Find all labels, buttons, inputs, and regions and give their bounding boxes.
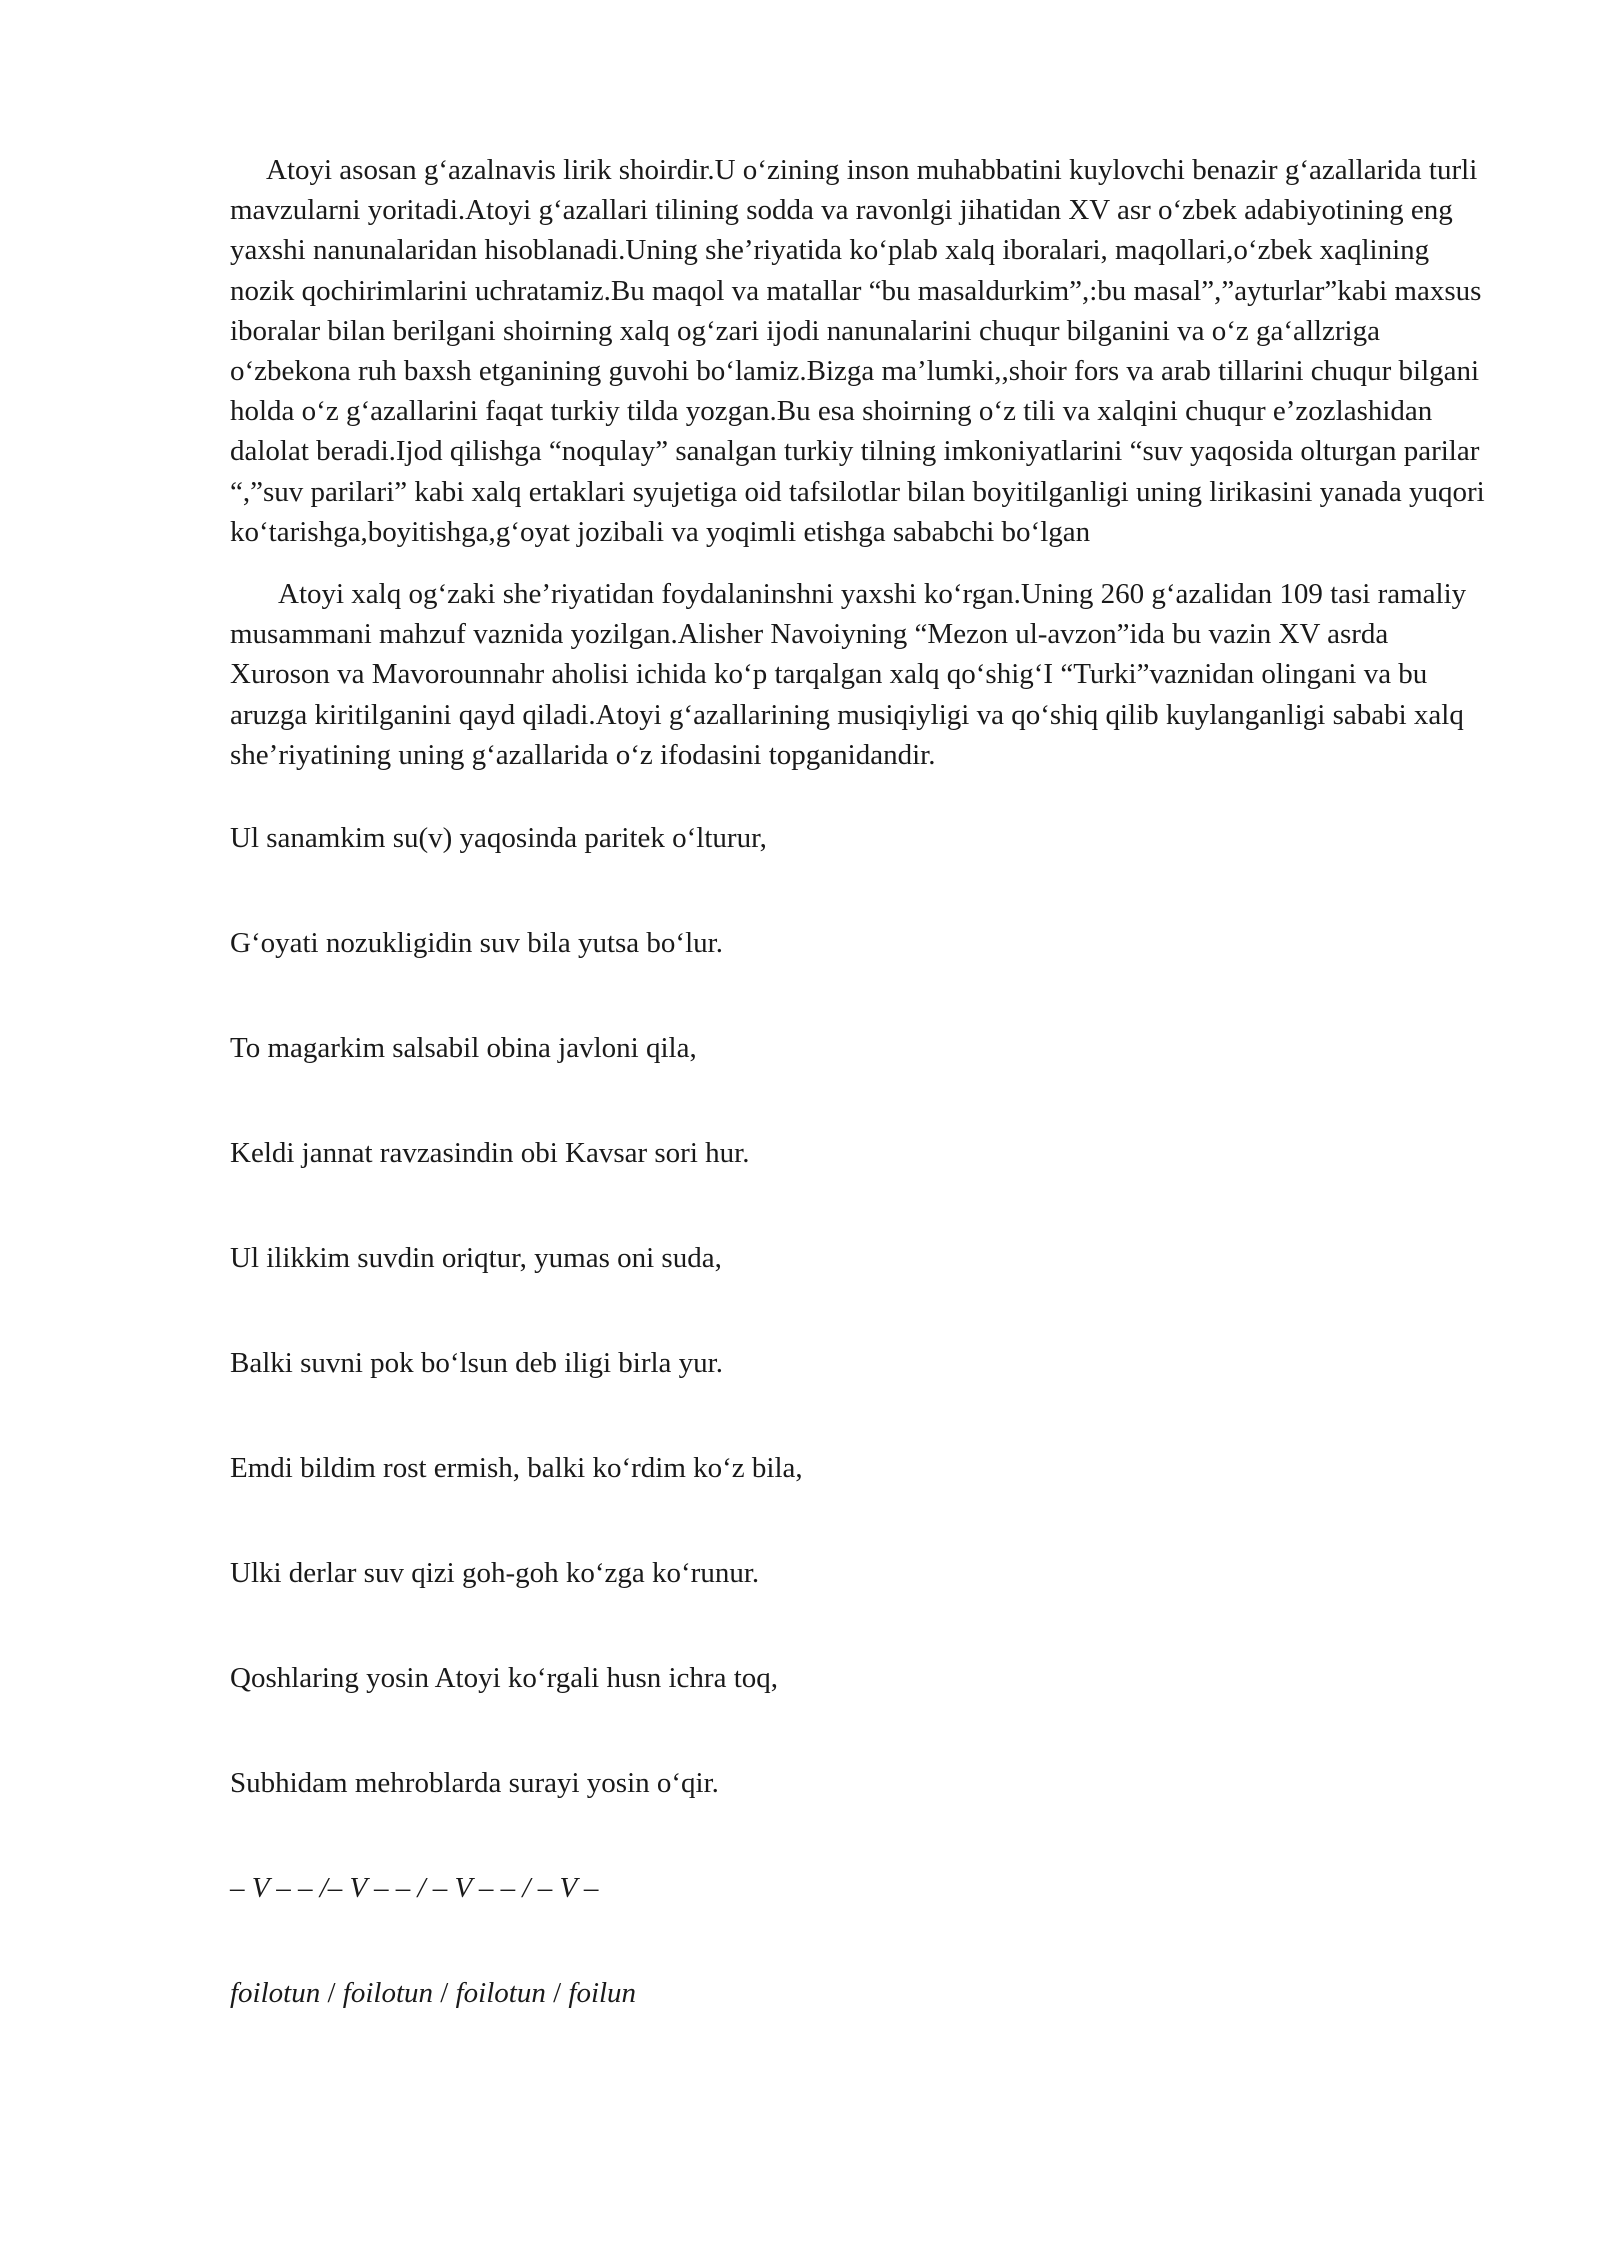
verse-line-2: G‘oyati nozukligidin suv bila yutsa bo‘lur. [230,927,723,960]
paragraph-1: Atoyi asosan g‘azalnavis lirik shoirdir.U o‘zining inson muhabbatini kuylovchi benazir g‘azallarida turli mavzularni yoritadi.Atoyi g‘azallari tilining sodda va ravonlgi jihatidan XV asr o‘zbek adabiyotining eng yaxshi nanunalaridan hisoblanadi.Uning she’riyatida ko‘plab xalq iboralari, maqollari,o‘zbek xaqlining nozik qochirimlarini uchratamiz.Bu maqol va matallar “bu masaldurkim”,:bu masal”,”ayturlar”kabi maxsus iboralar bilan berilgani shoirning xalq og‘zari ijodi nanunalarini chuqur bilganini va o‘z ga‘allzriga o‘zbekona ruh baxsh etganining guvohi bo‘lamiz.Bizga ma’lumki,,shoir fors va arab tillarini chuqur bilgani holda o‘z g‘azallarini faqat turkiy tilda yozgan.Bu esa shoirning o‘z tili va xalqini chuqur e’zozlashidan dalolat beradi.Ijod qilishga “noqulay” sanalgan turkiy tilning imkoniyatlarini “suv yaqosida olturgan parilar “,”suv parilari” kabi xalq ertaklari syujetiga oid tafsilotlar bilan boyitilganligi uning lirikasini yanada yuqori ko‘tarishga,boyitishga,g‘oyat jozibali va yoqimli etishga sababchi bo‘lgan [230,154,1485,548]
verse-line-9: Qoshlaring yosin Atoyi ko‘rgali husn ichra toq, [230,1662,778,1695]
foot-separator-2: / [433,1977,456,2010]
verse-line-7: Emdi bildim rost ermish, balki ko‘rdim ko‘z bila, [230,1452,803,1485]
verse-line-4: Keldi jannat ravzasindin obi Kavsar sori hur. [230,1137,750,1170]
foot-separator-1: / [320,1977,343,2010]
verse-line-1: Ul sanamkim su(v) yaqosinda paritek o‘lturur, [230,822,767,855]
document-page [230,150,1490,2013]
paragraph-2: Atoyi xalq og‘zaki she’riyatidan foydalaninshni yaxshi ko‘rgan.Uning 260 g‘azalidan 109 tasi ramaliy musammani mahzuf vaznida yozilgan.Alisher Navoiyning “Mezon ul-avzon”ida bu vazin XV asrda Xuroson va Mavorounnahr aholisi ichida ko‘p tarqalgan xalq qo‘shig‘I “Turki”vaznidan olingani va bu aruzga kiritilganini qayd qiladi.Atoyi g‘azallarining musiqiyligi va qo‘shiq qilib kuylanganligi sababi xalq she’riyatining uning g‘azallarida o‘z ifodasini topganidandir. [230,578,1467,771]
meter-scheme: – V – – /– V – – / – V – – / – V – [230,1872,599,1905]
poem-verses [230,818,1490,2013]
foot-3: foilotun [455,1977,546,2010]
verse-line-6: Balki suvni pok bo‘lsun deb iligi birla yur. [230,1347,723,1380]
foot-2: foilotun [342,1977,434,2010]
foot-separator-3: / [545,1977,569,2010]
verse-line-8: Ulki derlar suv qizi goh-goh ko‘zga ko‘runur. [230,1557,760,1590]
verse-line-5: Ul ilikkim suvdin oriqtur, yumas oni suda, [230,1242,722,1275]
foot-4: foilun [568,1977,637,2010]
verse-line-10: Subhidam mehroblarda surayi yosin o‘qir. [230,1767,719,1800]
foot-1: foilotun [230,1977,321,2010]
verse-line-3: To magarkim salsabil obina javloni qila, [230,1032,697,1065]
meter-feet [230,1973,1490,2013]
